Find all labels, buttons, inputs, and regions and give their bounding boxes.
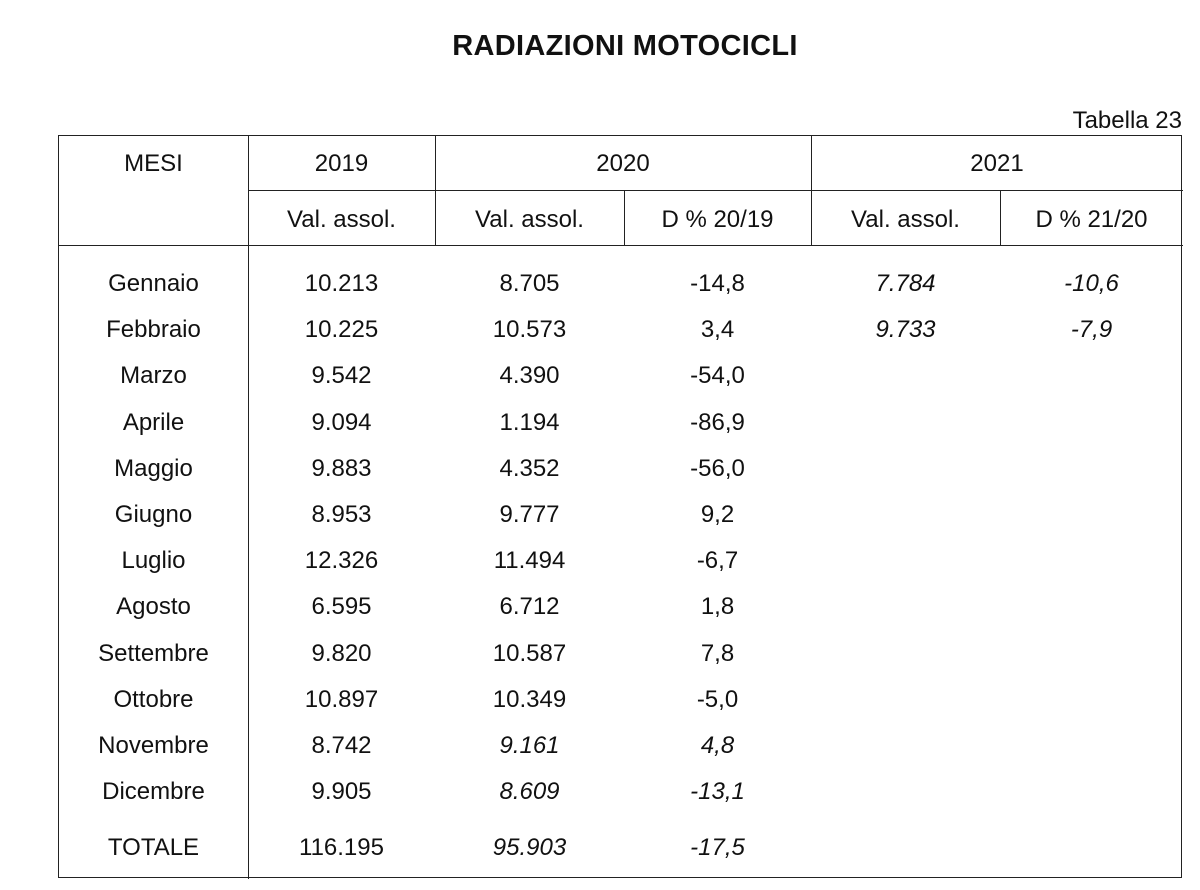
value-2020-cell: 10.573 <box>492 316 567 344</box>
month-cell: Settembre <box>98 639 209 667</box>
value-2019-cell: 10.213 <box>304 270 379 297</box>
header-divider <box>248 190 1183 191</box>
total-d-20-19: -17,5 <box>690 834 745 861</box>
month-cell: Aprile <box>122 408 185 436</box>
header-2021: 2021 <box>970 150 1024 177</box>
header-val-assol-2021: Val. assol. <box>851 206 960 233</box>
header-bottom-rule <box>59 245 1183 246</box>
value-2019-cell: 9.905 <box>311 778 372 806</box>
month-cell: Maggio <box>114 454 193 482</box>
value-2020-cell: 8.609 <box>499 778 560 806</box>
header-val-assol-2020: Val. assol. <box>475 206 584 233</box>
delta-20-19-cell: 3,4 <box>700 316 735 344</box>
table-reference: Tabella 23 <box>1072 107 1182 134</box>
header-2019: 2019 <box>314 150 369 177</box>
total-label: TOTALE <box>107 834 200 861</box>
month-cell: Gennaio <box>108 270 199 297</box>
header-d-21-20: D % 21/20 <box>1035 206 1148 233</box>
month-cell: Dicembre <box>102 778 205 806</box>
delta-20-19-cell: -56,0 <box>690 454 745 482</box>
value-2019-cell: 9.094 <box>311 408 372 436</box>
header-2020: 2020 <box>596 150 650 177</box>
delta-20-19-cell: 9,2 <box>700 501 735 528</box>
month-cell: Luglio <box>121 547 186 575</box>
value-2021-cell: 7.784 <box>875 270 936 297</box>
value-2019-cell: 8.742 <box>311 732 372 759</box>
value-2020-cell: 10.587 <box>492 639 567 667</box>
value-2019-cell: 9.542 <box>311 362 372 390</box>
delta-20-19-cell: 1,8 <box>700 593 735 621</box>
value-2020-cell: 4.390 <box>499 362 560 390</box>
delta-20-19-cell: 4,8 <box>700 732 735 759</box>
delta-20-19-cell: -14,8 <box>690 270 745 297</box>
delta-21-20-cell: -10,6 <box>1064 270 1119 297</box>
month-cell: Febbraio <box>106 316 201 344</box>
delta-20-19-cell: -5,0 <box>696 685 739 713</box>
delta-21-20-cell: -7,9 <box>1070 316 1113 344</box>
page-title: RADIAZIONI MOTOCICLI <box>452 30 798 62</box>
month-cell: Novembre <box>98 732 209 759</box>
month-cell: Giugno <box>114 501 193 528</box>
delta-20-19-cell: -13,1 <box>690 778 745 806</box>
value-2020-cell: 9.161 <box>499 732 560 759</box>
header-val-assol-2019: Val. assol. <box>287 206 396 233</box>
month-cell: Agosto <box>116 593 191 621</box>
value-2021-cell: 9.733 <box>875 316 936 344</box>
delta-20-19-cell: 7,8 <box>700 639 735 667</box>
value-2020-cell: 4.352 <box>499 454 560 482</box>
delta-20-19-cell: -86,9 <box>690 408 745 436</box>
value-2019-cell: 12.326 <box>304 547 379 575</box>
total-2020: 95.903 <box>492 834 567 861</box>
value-2020-cell: 10.349 <box>492 685 567 713</box>
header-mesi: MESI <box>124 150 183 177</box>
value-2019-cell: 9.820 <box>311 639 372 667</box>
value-2020-cell: 9.777 <box>499 501 560 528</box>
value-2019-cell: 10.897 <box>304 685 379 713</box>
value-2020-cell: 1.194 <box>499 408 560 436</box>
value-2020-cell: 8.705 <box>499 270 560 297</box>
delta-20-19-cell: -54,0 <box>690 362 745 390</box>
value-2019-cell: 6.595 <box>311 593 372 621</box>
delta-20-19-cell: -6,7 <box>696 547 739 575</box>
value-2019-cell: 8.953 <box>311 501 372 528</box>
month-cell: Ottobre <box>113 685 194 713</box>
data-table <box>58 135 1182 878</box>
month-cell: Marzo <box>120 362 187 390</box>
total-2019: 116.195 <box>299 834 384 861</box>
value-2020-cell: 11.494 <box>493 547 566 575</box>
value-2020-cell: 6.712 <box>499 593 560 621</box>
value-2019-cell: 9.883 <box>311 454 372 482</box>
value-2019-cell: 10.225 <box>304 316 379 344</box>
header-d-20-19: D % 20/19 <box>661 206 774 233</box>
